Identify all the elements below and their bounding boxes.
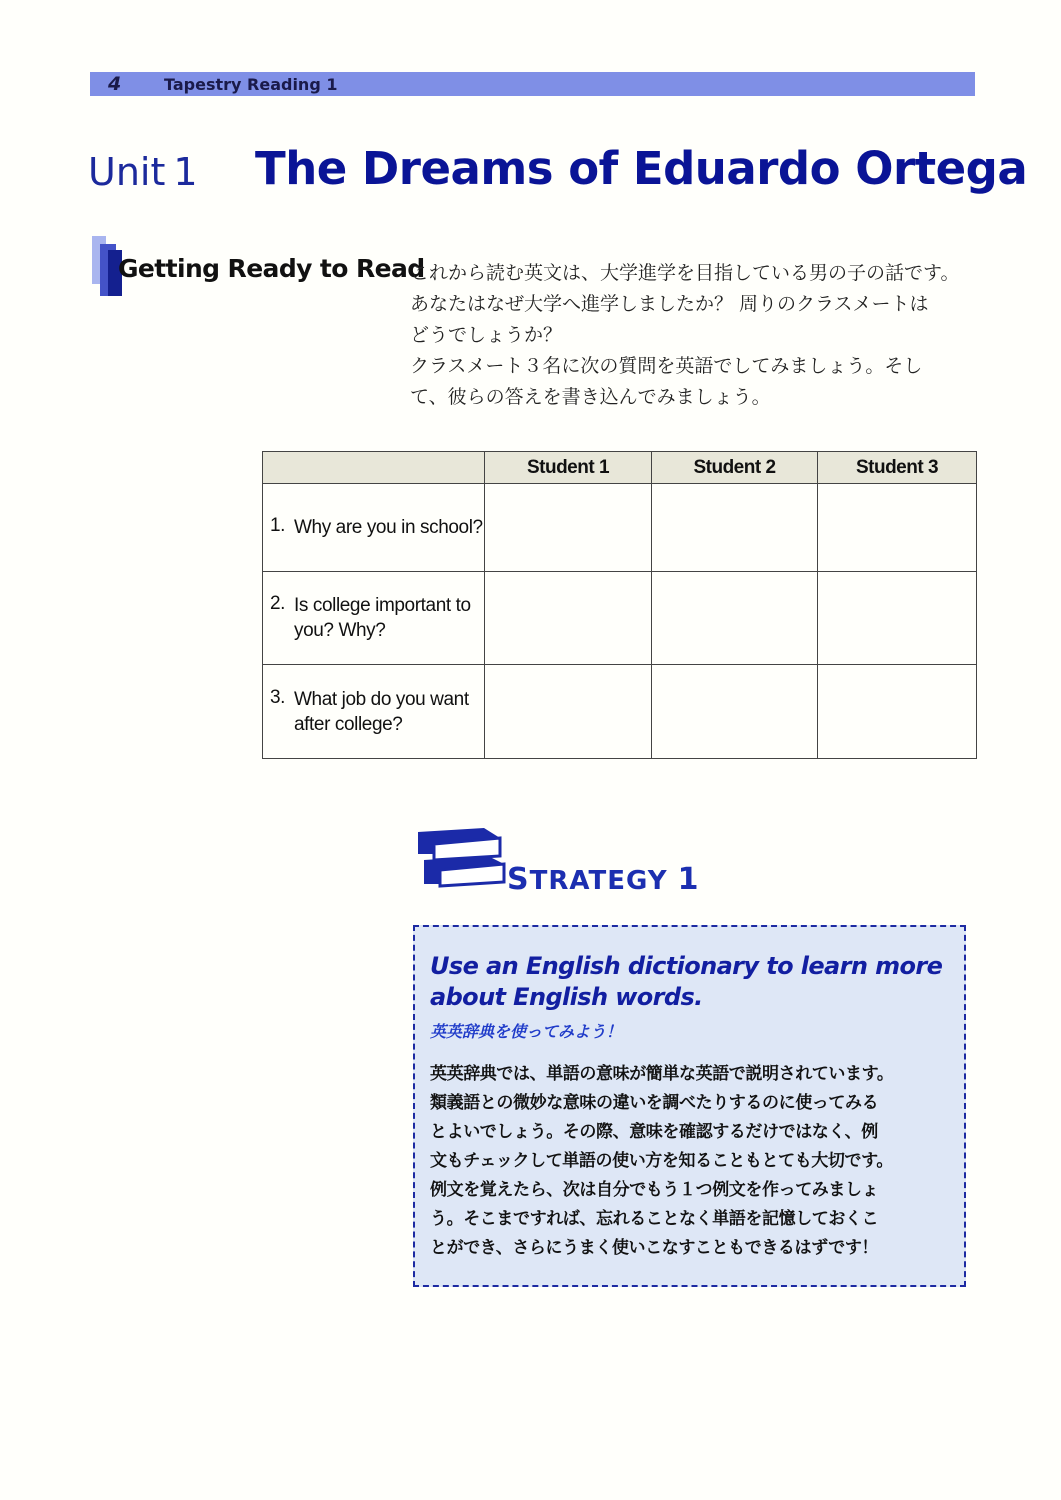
question-text: Is college important to you? Why? [294,595,471,641]
question-text: What job do you want after college? [294,688,469,735]
unit-word: Unit [88,150,166,194]
question-cell [263,665,485,759]
question-cell [263,572,485,665]
answer-cell[interactable] [652,665,818,759]
strategy-label-rest: TRATEGY [529,866,668,896]
table-row [263,665,977,759]
answer-cell[interactable] [818,572,977,665]
question-table [262,451,977,759]
strategy-body-line: 英英辞典では、単語の意味が簡単な英語で説明されています。 [430,1064,894,1084]
page-title: The Dreams of Eduardo Ortega [255,142,1028,195]
strategy-label-initial: S [507,862,530,897]
intro-line: あなたはなぜ大学へ進学しましたか？ 周りのクラスメートは [410,293,929,315]
strategy-label [507,862,700,897]
strategy-body [430,1060,952,1263]
books-icon [414,826,508,890]
table-header-blank [263,452,485,484]
table-row [263,484,977,572]
table-header-student-1: Student 1 [485,452,652,484]
question-number: 1. [270,515,286,536]
answer-cell[interactable] [818,484,977,572]
question-number: 3. [270,686,286,708]
answer-cell[interactable] [485,572,652,665]
strategy-box [413,925,966,1287]
intro-line: て、彼らの答えを書き込んでみましょう。 [410,386,771,408]
strategy-english-line: Use an English dictionary to learn more [430,952,943,980]
intro-line: クラスメート３名に次の質問を英語でしてみましょう。そし [410,355,923,377]
strategy-body-line: とよいでしょう。その際、意味を確認するだけではなく、例 [430,1122,878,1142]
strategy-japanese-subtitle: 英英辞典を使ってみよう！ [430,1022,623,1041]
intro-line: どうでしょうか？ [410,324,563,346]
strategy-english-line: about English words. [430,983,703,1011]
table-header-student-3: Student 3 [818,452,977,484]
question-cell [263,484,485,572]
strategy-number: 1 [677,862,700,897]
answer-cell[interactable] [485,665,652,759]
question-number: 2. [270,593,286,614]
table-header-student-2: Student 2 [652,452,818,484]
strategy-body-line: 例文を覚えたら、次は自分でもう１つ例文を作ってみましょ [430,1180,879,1200]
running-header [90,72,975,96]
book-title: Tapestry Reading 1 [164,74,338,94]
table-row [263,572,977,665]
answer-cell[interactable] [652,484,818,572]
unit-label [88,150,198,194]
section-heading: Getting Ready to Read [118,254,425,283]
strategy-body-line: とができ、さらにうまく使いこなすこともできるはずです！ [430,1238,879,1258]
answer-cell[interactable] [652,572,818,665]
strategy-body-line: 類義語との微妙な意味の違いを調べたりするのに使ってみる [430,1093,879,1113]
strategy-body-line: 文もチェックして単語の使い方を知ることもとても大切です。 [430,1151,893,1171]
strategy-body-line: う。そこまですれば、忘れることなく単語を記憶しておくこ [430,1209,879,1229]
answer-cell[interactable] [485,484,652,572]
question-text: Why are you in school? [294,517,483,538]
unit-number: 1 [173,150,198,194]
page-number: 4 [108,73,122,95]
intro-line: これから読む英文は、大学進学を目指している男の子の話です。 [410,262,960,284]
intro-text [410,258,1010,413]
answer-cell[interactable] [818,665,977,759]
